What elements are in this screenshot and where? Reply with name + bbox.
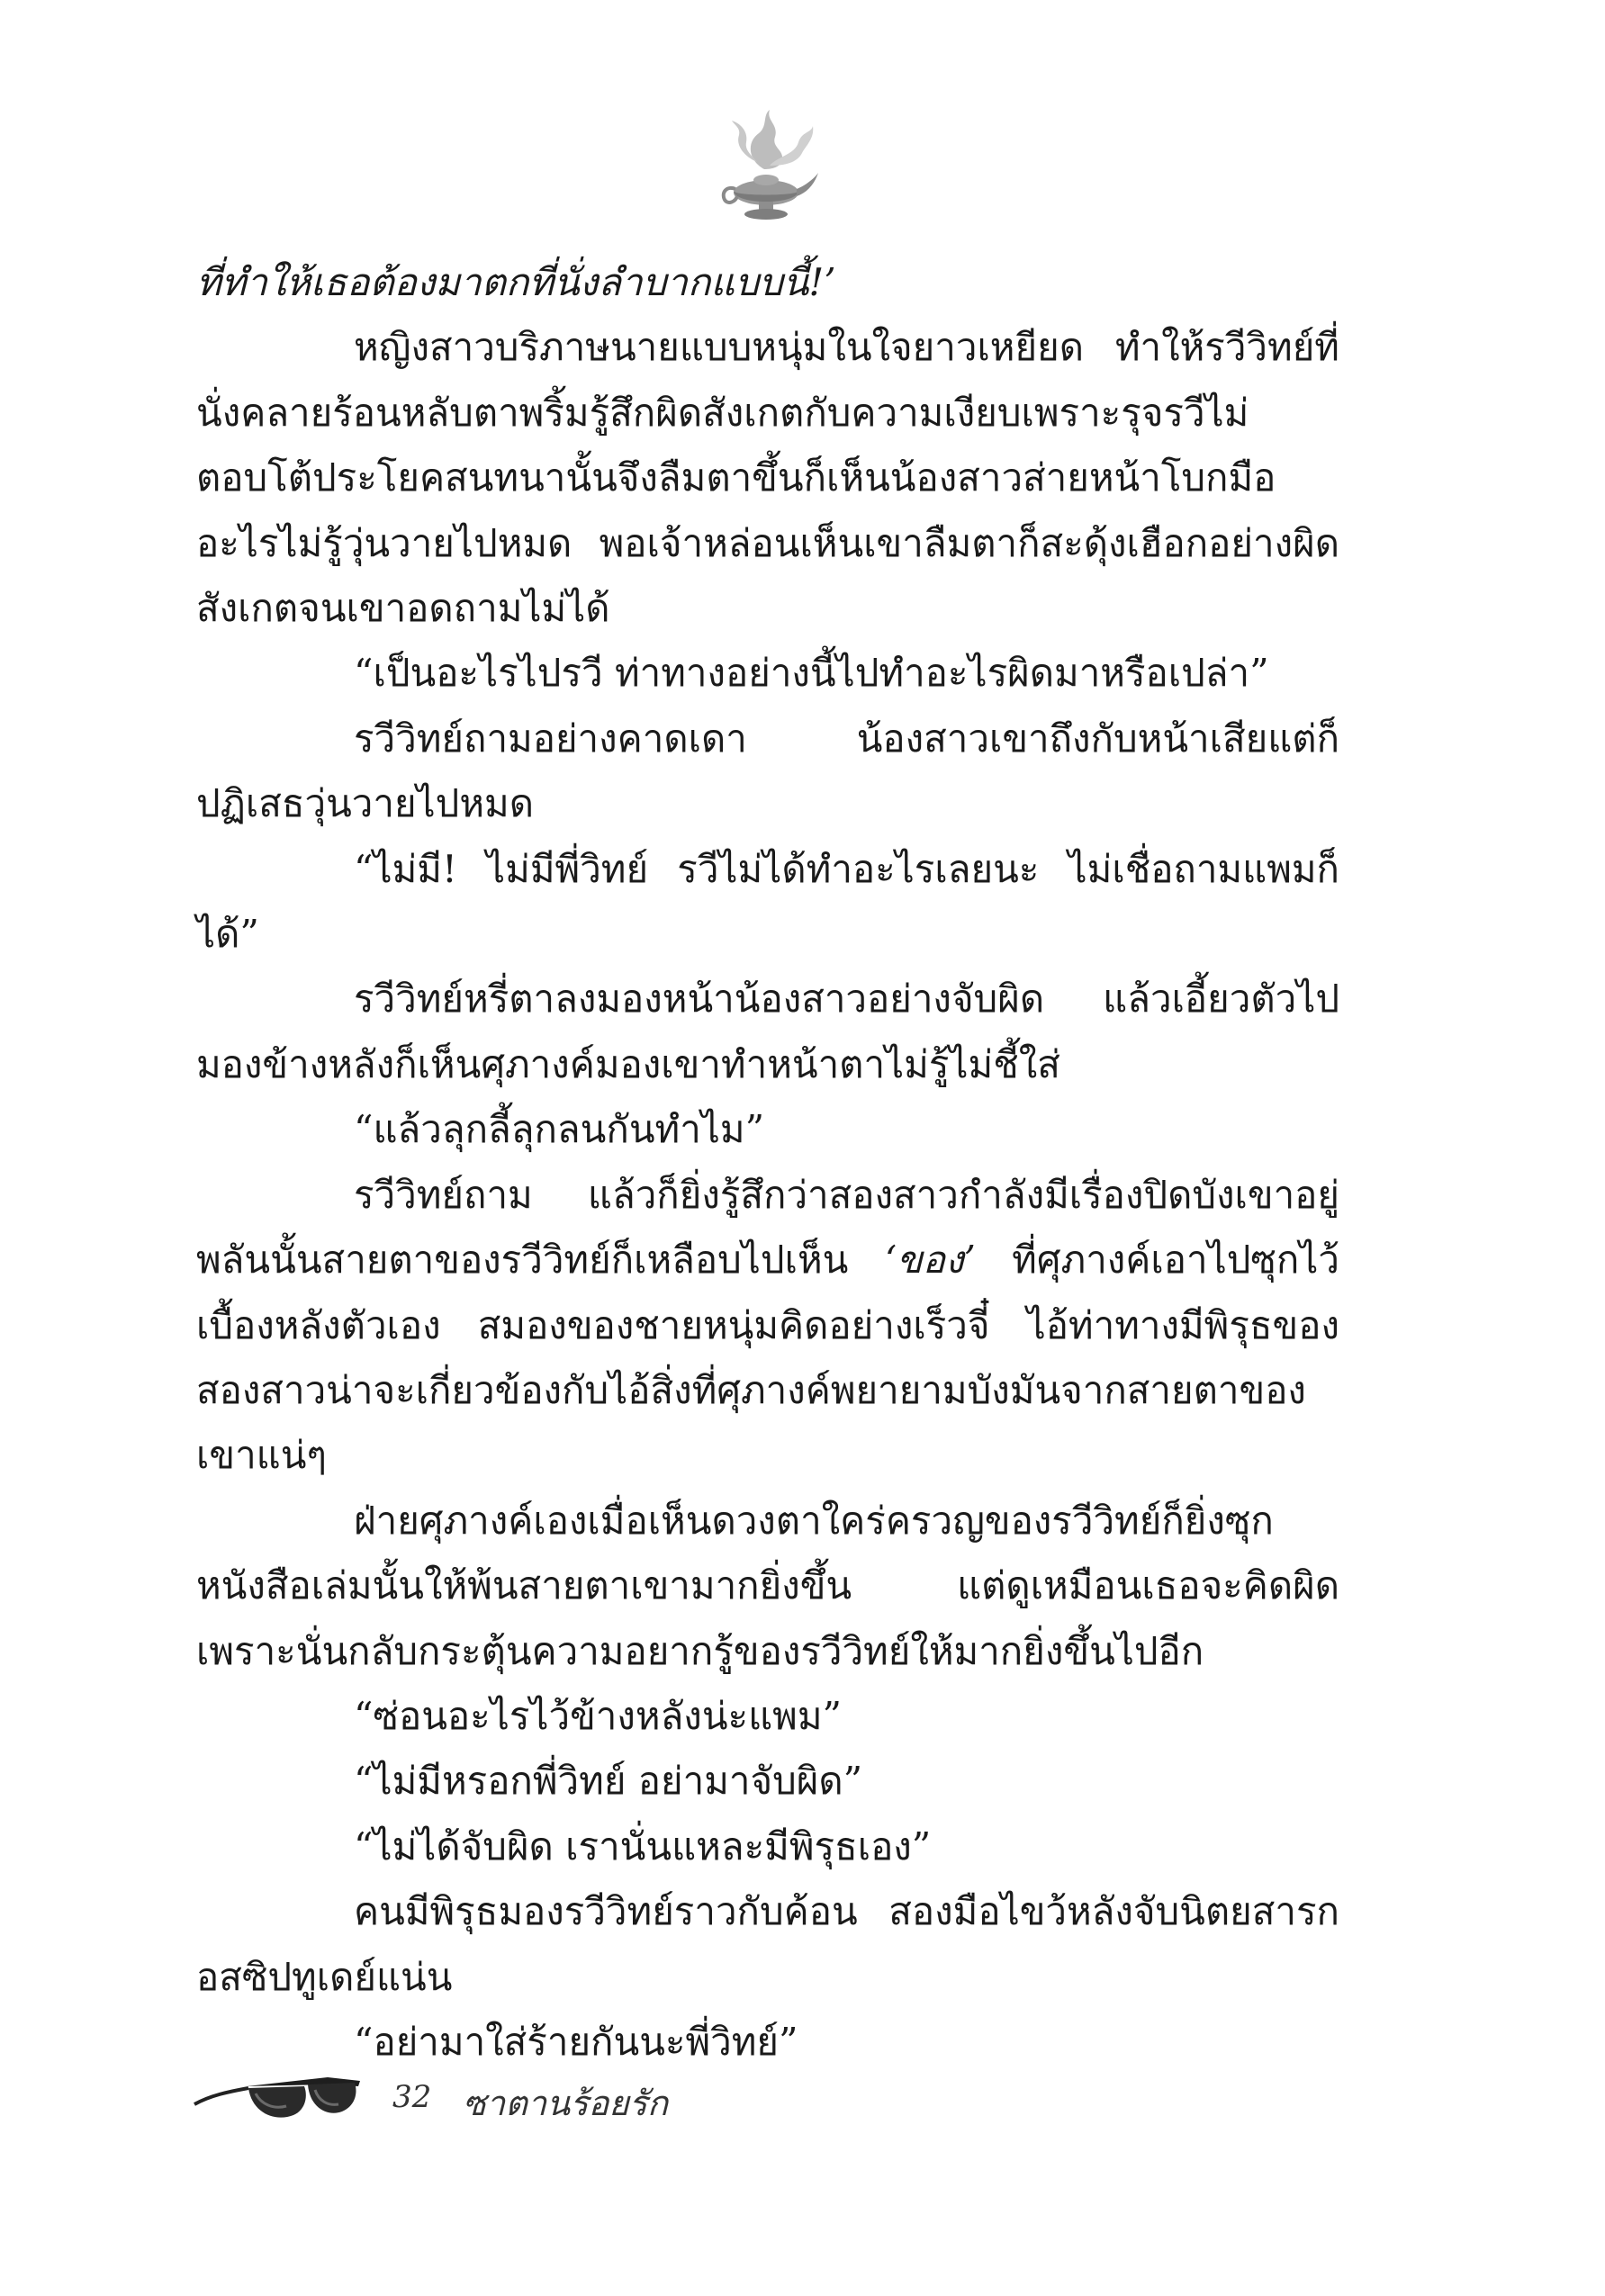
- paragraph-2: หญิงสาวบริภาษนายแบบหนุ่มในใจยาวเหยียด ทำให้รวีวิทย์ที่นั่งคลายร้อนหลับตาพริ้มรู้สึกผิดสังเกตกับความเงียบเพราะรุจรวีไม่ตอบโต้ประโยคสนทนานั้นจึงลืมตาขึ้นก็เห็นน้องสาวส่ายหน้าโบกมืออะไรไม่รู้วุ่นวายไปหมด พอเจ้าหล่อนเห็นเขาลืมตาก็สะดุ้งเฮือกอย่างผิดสังเกตจนเขาอดถามไม่ได้: [196, 325, 1339, 631]
- paragraph-5: “ไม่มี! ไม่มีพี่วิทย์ รวีไม่ได้ทำอะไรเลยนะ ไม่เชื่อถามแพมก็ได้”: [196, 846, 1339, 957]
- paragraph-8: [196, 1163, 1339, 1489]
- sunglasses-icon: [193, 2068, 364, 2124]
- paragraph-3: “เป็นอะไรไปรวี ท่าทางอย่างนี้ไปทำอะไรผิดมาหรือเปล่า”: [354, 651, 1269, 696]
- paragraph-8-part-1: รวีวิทย์ถาม แล้วก็ยิ่งรู้สึกว่าสองสาวกำลังมีเรื่องปิดบังเขาอยู่ พลันนั้นสายตาของรวีวิทย์ก็เหลือบไปเห็น: [196, 1172, 1339, 1283]
- paragraph-6: รวีวิทย์หรี่ตาลงมองหน้าน้องสาวอย่างจับผิด แล้วเอี้ยวตัวไปมองข้างหลังก็เห็นศุภางค์มองเขาทำหน้าตาไม่รู้ไม่ชี้ใส่: [196, 977, 1339, 1086]
- paragraph-9: ฝ่ายศุภางค์เองเมื่อเห็นดวงตาใคร่ครวญของรวีวิทย์ก็ยิ่งซุกหนังสือเล่มนั้นให้พ้นสายตาเขามากยิ่งขึ้น แต่ดูเหมือนเธอจะคิดผิดเพราะนั่นกลับกระตุ้นความอยากรู้ของรวีวิทย์ให้มากยิ่งขึ้นไปอีก: [196, 1498, 1339, 1673]
- paragraph-8-emphasis: ‘ของ’: [884, 1238, 976, 1283]
- paragraph-1: ที่ทำให้เธอต้องมาตกที่นั่งลำบากแบบนี้!’: [196, 260, 836, 304]
- paragraph-4: รวีวิทย์ถามอย่างคาดเดา น้องสาวเขาถึงกับหน้าเสียแต่ก็ปฏิเสธวุ่นวายไปหมด: [196, 716, 1339, 826]
- paragraph-11: “ไม่มีหรอกพี่วิทย์ อย่ามาจับผิด”: [354, 1759, 863, 1804]
- paragraph-10: “ซ่อนอะไรไว้ข้างหลังน่ะแพม”: [354, 1693, 843, 1738]
- page-number: 32: [392, 2079, 432, 2115]
- paragraph-7: “แล้วลุกลี้ลุกลนกันทำไม”: [354, 1107, 765, 1152]
- paragraph-13: คนมีพิรุธมองรวีวิทย์ราวกับค้อน สองมือไขว้หลังจับนิตยสารกอสซิปทูเดย์แน่น: [196, 1889, 1339, 1999]
- paragraph-8-part-2: ที่ศุภางค์เอาไปซุกไว้เบื้องหลังตัวเอง สมองของชายหนุ่มคิดอย่างเร็วจี๋ ไอ้ท่าทางมีพิรุธของสองสาวน่าจะเกี่ยวข้องกับไอ้สิ่งที่ศุภางค์พยายามบังมันจากสายตาของเขาแน่ๆ: [196, 1238, 1339, 1478]
- story-text: [196, 250, 1339, 2075]
- paragraph-12: “ไม่ได้จับผิด เรานั่นแหละมีพิรุธเอง”: [354, 1823, 932, 1868]
- magic-lamp-icon: [712, 106, 820, 232]
- book-title: ซาตานร้อยรัก: [463, 2084, 669, 2123]
- page-footer: [193, 2068, 823, 2131]
- paragraph-14: “อย่ามาใส่ร้ายกันนะพี่วิทย์”: [354, 2019, 798, 2064]
